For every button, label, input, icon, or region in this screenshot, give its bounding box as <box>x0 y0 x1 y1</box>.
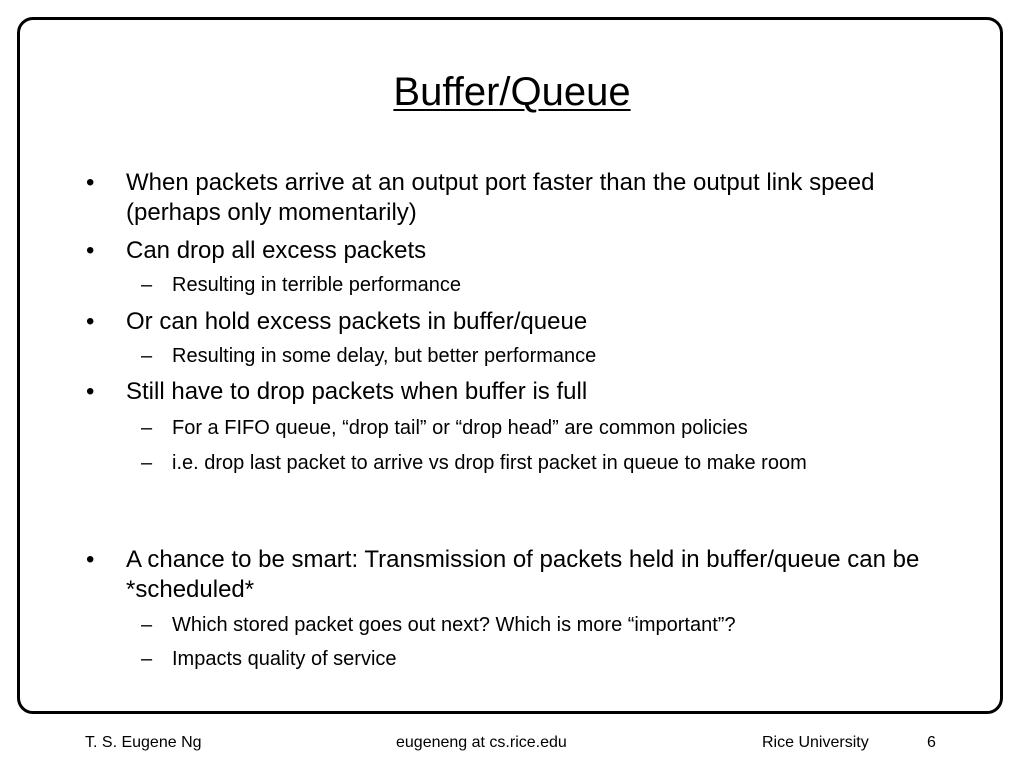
bullet-marker: • <box>86 378 95 405</box>
bullet-text: Or can hold excess packets in buffer/queue <box>126 308 588 335</box>
bullet-text: Can drop all excess packets <box>126 237 427 264</box>
sub-bullet-text: Resulting in some delay, but better performance <box>172 345 597 367</box>
bullet-item <box>86 307 946 337</box>
footer-author: T. S. Eugene Ng <box>85 734 202 751</box>
bullet-marker: • <box>86 308 95 335</box>
sub-bullet-item <box>141 450 942 477</box>
sub-bullet-text: Impacts quality of service <box>172 648 397 670</box>
bullet-text: A chance to be smart: Transmission of packets held in buffer/queue can be *scheduled* <box>126 546 920 603</box>
sub-bullet-text: i.e. drop last packet to arrive vs drop first packet in queue to make room <box>172 452 807 474</box>
sub-bullet-item <box>141 612 942 639</box>
bullet-text: When packets arrive at an output port faster than the output link speed (perhaps only momentarily) <box>126 169 875 226</box>
slide-title: Buffer/Queue <box>393 70 631 114</box>
bullet-item <box>86 168 946 228</box>
sub-bullet-item <box>141 415 942 442</box>
sub-bullet-text: Resulting in terrible performance <box>172 274 462 296</box>
bullet-item <box>86 545 946 605</box>
dash-marker: – <box>141 452 153 474</box>
sub-bullet-text: For a FIFO queue, “drop tail” or “drop head” are common policies <box>172 417 748 439</box>
sub-bullet-text: Which stored packet goes out next? Which is more “important”? <box>172 614 736 636</box>
sub-bullet-item <box>141 646 942 673</box>
bullet-marker: • <box>86 237 95 264</box>
dash-marker: – <box>141 648 153 670</box>
bullet-text: Still have to drop packets when buffer is full <box>126 378 588 405</box>
footer-institution: Rice University <box>762 734 869 751</box>
dash-marker: – <box>141 614 153 636</box>
bullet-item <box>86 236 946 266</box>
bullet-marker: • <box>86 546 95 573</box>
footer-page-number: 6 <box>927 734 936 751</box>
bullet-item <box>86 377 946 407</box>
dash-marker: – <box>141 274 153 296</box>
footer-email: eugeneng at cs.rice.edu <box>396 734 567 751</box>
dash-marker: – <box>141 417 153 439</box>
bullet-marker: • <box>86 169 95 196</box>
dash-marker: – <box>141 345 153 367</box>
sub-bullet-item <box>141 272 942 299</box>
sub-bullet-item <box>141 343 942 370</box>
